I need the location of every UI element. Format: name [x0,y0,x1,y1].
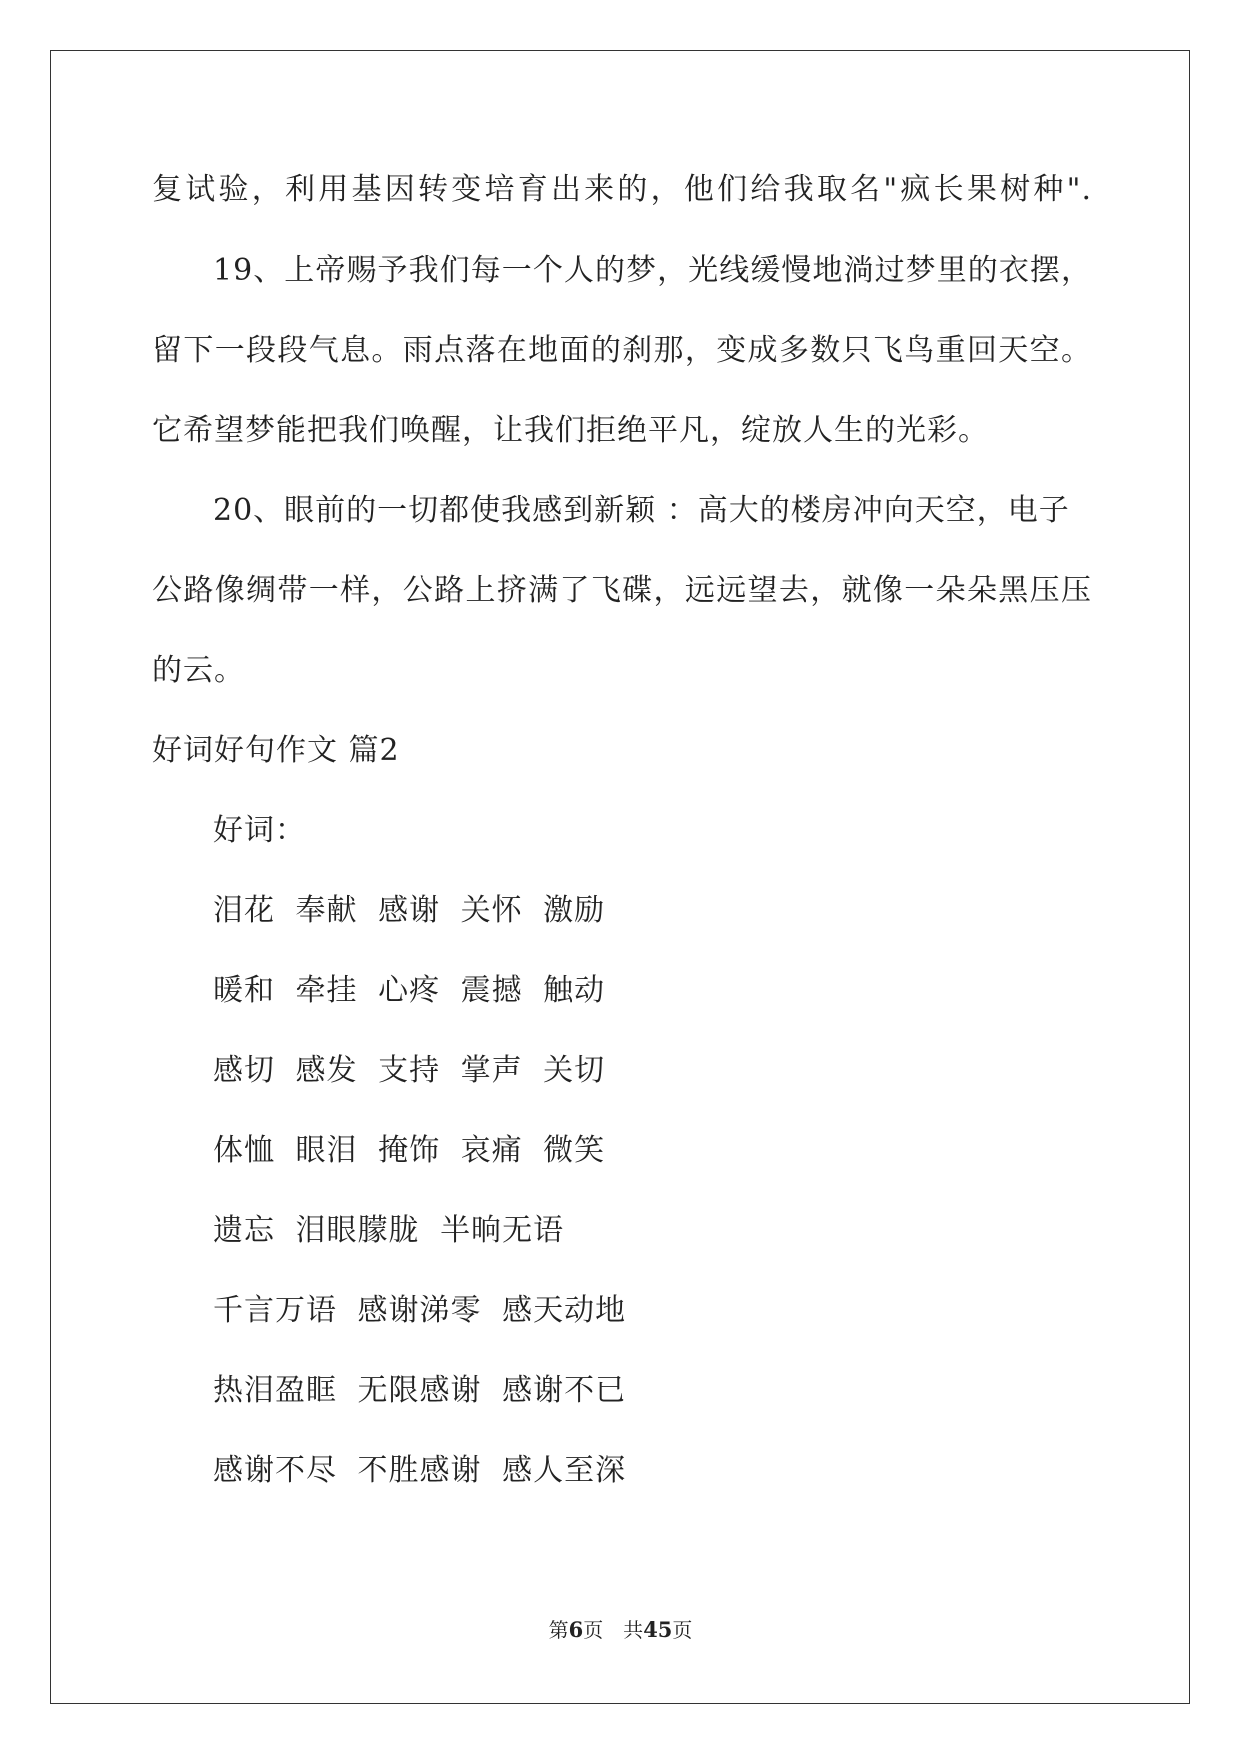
section-title: 好词好句作文 篇2 [152,733,400,768]
page-mid: 页 共 [583,1618,644,1642]
word-row: 体恤 眼泪 掩饰 哀痛 微笑 [213,1133,606,1168]
page-number-footer [0,1618,1241,1642]
word-row: 遗忘 泪眼朦胧 半晌无语 [213,1213,565,1248]
text-line-4: 它希望梦能把我们唤醒，让我们拒绝平凡，绽放人生的光彩。 [152,413,989,448]
text-line-3: 留下一段段气息。雨点落在地面的刹那，变成多数只飞鸟重回天空。 [152,333,1092,368]
text-line-7: 的云。 [152,653,245,688]
text-line-1: 复试验，利用基因转变培育出来的，他们给我取名"疯长果树种". [152,172,1092,207]
word-row: 热泪盈眶 无限感谢 感谢不已 [213,1373,627,1408]
word-row: 暖和 牵挂 心疼 震撼 触动 [213,973,606,1008]
word-row: 千言万语 感谢涕零 感天动地 [213,1293,627,1328]
text-line-5: 20、眼前的一切都使我感到新颖 ：高大的楼房冲向天空，电子 [213,493,1070,528]
text-line-6: 公路像绸带一样，公路上挤满了飞碟，远远望去，就像一朵朵黑压压 [152,573,1092,608]
current-page-number: 6 [568,1617,584,1642]
word-row: 感切 感发 支持 掌声 关切 [213,1053,606,1088]
page-prefix: 第 [548,1618,569,1642]
haoci-label: 好词： [213,813,306,848]
word-row: 感谢不尽 不胜感谢 感人至深 [213,1453,627,1488]
page-suffix: 页 [672,1618,693,1642]
total-pages-number: 45 [643,1617,673,1642]
word-row: 泪花 奉献 感谢 关怀 激励 [213,893,606,928]
text-line-2: 19、上帝赐予我们每一个人的梦，光线缓慢地淌过梦里的衣摆， [213,253,1092,288]
